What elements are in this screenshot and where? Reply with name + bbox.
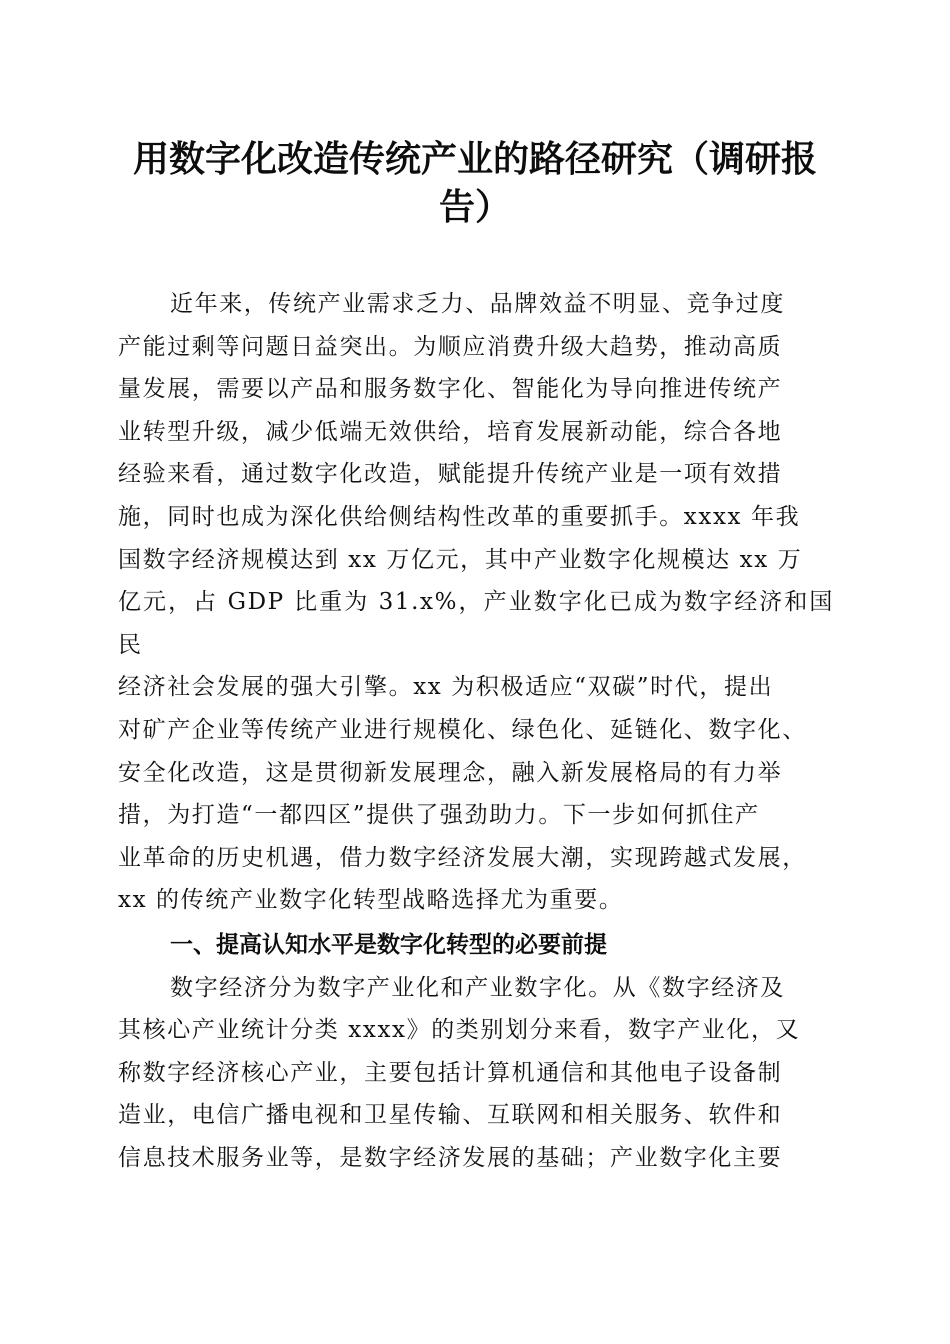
section-1-heading: 一、提高认知水平是数字化转型的必要前提 — [170, 931, 607, 958]
document-title — [110, 136, 840, 232]
section-1-paragraph: 数字经济分为数字产业化和产业数字化。从《数字经济及 其核心产业统计分类 xxxx》的类别划分来看，数字产业化，又 称数字经济核心产业，主要包括计算机通信和其他电子设备制 造业，电信广播电视和卫星传输、互联网和相关服务、软件和 信息技术服务业等，是数字经济发展的基础；产业数字化主要 — [118, 974, 801, 1171]
title-line-2: 告） — [438, 187, 511, 228]
intro-paragraph: 近年来，传统产业需求乏力、品牌效益不明显、竞争过度 产能过剩等问题日益突出。为顺应消费升级大趋势，推动高质 量发展，需要以产品和服务数字化、智能化为导向推进传统产 业转型升级，减少低端无效供给，培育发展新动能，综合各地 经验来看，通过数字化改造，赋能提升传统产业是一项有效措 施，同时也成为深化供给侧结构性改革的重要抓手。xxxx 年我 国数字经济规模达到 xx 万亿元，其中产业数字化规模达 xx 万 亿元，占 GDP 比重为 31.x%，产业数字化已成为数字经济和国民 经济社会发展的强大引擎。xx 为积极适应“双碳”时代，提出 对矿产企业等传统产业进行规模化、绿色化、延链化、数字化、 安全化改造，这是贯彻新发展理念，融入新发展格局的有力举 措，为打造“一都四区”提供了强劲助力。下一步如何抓住产 业革命的历史机遇，借力数字经济发展大潮，实现跨越式发展， xx 的传统产业数字化转型战略选择尤为重要。 — [118, 291, 834, 914]
document-body — [118, 283, 834, 1179]
title-line-1: 用数字化改造传统产业的路径研究（调研报 — [132, 139, 817, 180]
